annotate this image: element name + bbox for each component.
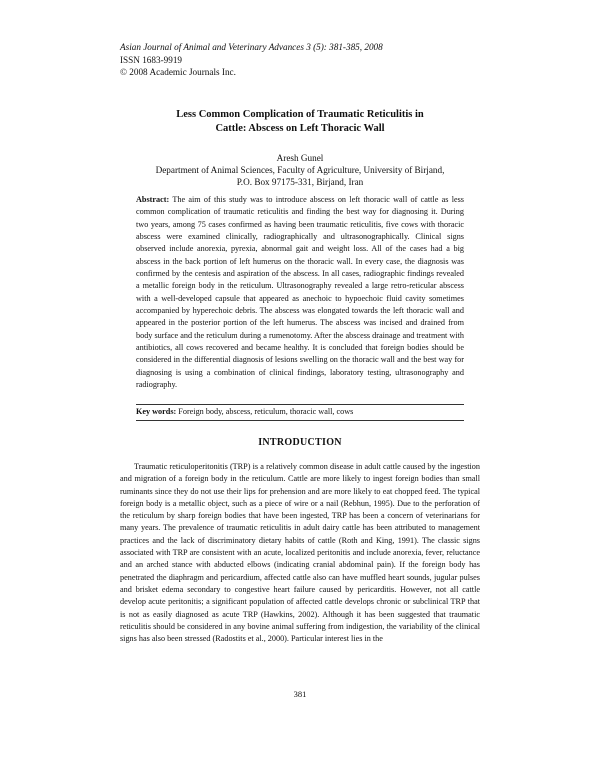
- journal-issn: ISSN 1683-9919: [120, 54, 183, 65]
- journal-citation: Asian Journal of Animal and Veterinary Advances 3 (5): 381-385, 2008: [120, 42, 383, 52]
- abstract: [136, 194, 464, 392]
- author-address: P.O. Box 97175-331, Birjand, Iran: [236, 177, 364, 187]
- introduction-heading: INTRODUCTION: [258, 437, 342, 448]
- keywords: [136, 406, 464, 418]
- keywords-label: Key words:: [136, 407, 177, 416]
- journal-header: [120, 41, 480, 79]
- paper-title-line-2: Cattle: Abscess on Left Thoracic Wall: [215, 122, 385, 134]
- author-name: Aresh Gunel: [276, 153, 324, 163]
- journal-copyright: © 2008 Academic Journals Inc.: [120, 67, 236, 77]
- abstract-label: Abstract:: [136, 195, 170, 204]
- introduction-text: Traumatic reticuloperitonitis (TRP) is a relatively common disease in adult cattle caused by the ingestion and migration of a foreign body in the reticulum. Cattle are more likely to ingest foreign bodies than small ruminants since they do not use their lips for prehension and are more likely to eat chopped feed. The typical foreign body is a metallic object, such as a piece of wire or a nail (Rebhun, 1995). Due to the perforation of the reticulum by sharp foreign bodies that have been ingested, TRP has been a concern of veterinarians for many years. The prevalence of traumatic reticulitis in adult dairy cattle has been attributed to management practices and the lack of discriminatory dietary habits of cattle (Roth and King, 1991). The classic signs associated with TRP are consistent with an acute, localized peritonitis and include anorexia, fever, reluctance and an arched stance with abducted elbows (indicating cranial abdominal pain). If the foreign body has penetrated the diaphragm and pericardium, affected cattle also can have muffled heart sounds, jugular pulses and brisket edema secondary to congestive heart failure caused by pericarditis. However, not all cattle develop acute peritonitis; a significant population of affected cattle develops chronic or subclinical TRP that is not as easily diagnosed as acute TRP (Hawkins, 2002). Although it has been suggested that traumatic reticulitis should be considered in any bovine animal suffering from indigestion, the variability of the clinical signs has also been stressed (Radostits et al., 2000). Particular interest lies in the: [120, 462, 480, 644]
- author-affiliation: Department of Animal Sciences, Faculty of Agriculture, University of Birjand,: [155, 165, 445, 175]
- page-number: 381: [293, 689, 307, 699]
- keywords-text: Foreign body, abscess, reticulum, thoracic wall, cows: [178, 407, 354, 416]
- paper-title: [120, 108, 480, 135]
- keywords-rule-bottom: [136, 420, 464, 421]
- paper-title-line-1: Less Common Complication of Traumatic Reticulitis in: [176, 109, 424, 120]
- abstract-text: The aim of this study was to introduce abscess on left thoracic wall of cattle as less common complication of traumatic reticulitis and finding the best way for diagnosing it. During two years, among 75 cases confirmed as having been traumatic reticulitis, five cows with thoracic abscess were examined clinically, radiographically and ultrasonographically. Clinical signs observed include anorexia, pyrexia, abnormal gait and weight loss. All of the cases had a big abscess in the back portion of left humerus on the thoracic wall. In every case, the diagnosis was confirmed by the centesis and aspiration of the abscess. In all cases, radiographic findings revealed a metallic foreign body in the reticulum. Ultrasonography revealed a large retro-reticular abscess with a well-developed capsule that appeared as anechoic to hypoechoic fluid cavity sometimes accompanied by hyperechoic debris. The abscess was elongated towards the left thoracic wall and appeared in the posterior portion of the left humerus. The abscess was incised and drained from body surface and the reticulum during a rumenotomy. After the abscess drainage and treatment with antibiotics, all cows recovered and became healthy. It is concluded that foreign bodies should be considered in the differential diagnosis of lesions swelling on the thoracic wall and the best way for diagnosing is using a combination of clinical findings, laboratory testing, ultrasonography and radiography.: [136, 195, 464, 390]
- author-block: [120, 152, 480, 188]
- keywords-rule-top: [136, 404, 464, 405]
